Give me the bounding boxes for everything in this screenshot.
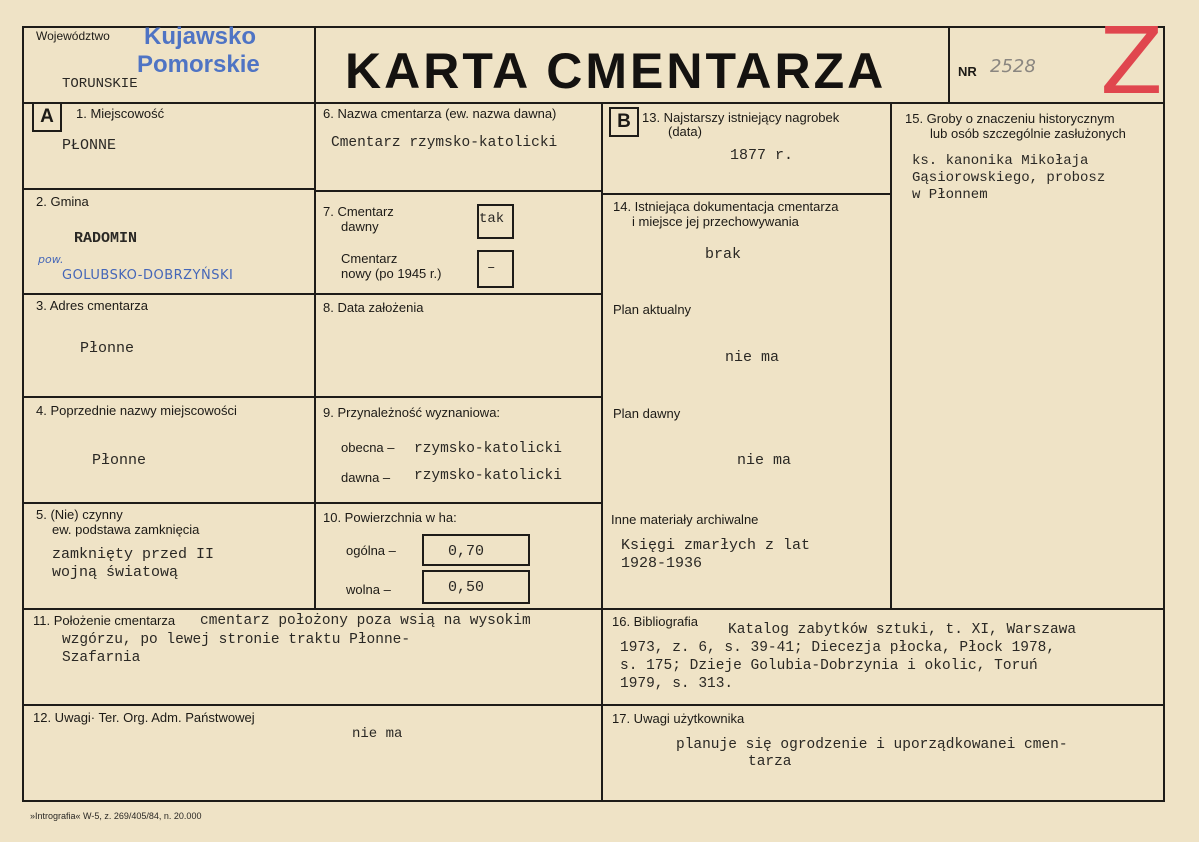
f13-value: 1877 r.: [730, 147, 794, 164]
f1-value: PŁONNE: [62, 137, 117, 154]
page-title: KARTA CMENTARZA: [345, 43, 887, 99]
f12-value: nie ma: [352, 726, 403, 742]
voivodeship-typed: TORUNSKIE: [62, 76, 138, 92]
plan-current-value: nie ma: [725, 349, 780, 366]
rule-header-nr: [948, 26, 950, 104]
section-a-letter: A: [32, 102, 62, 132]
plan-current-label: Plan aktualny: [613, 302, 692, 317]
f5-value-2: wojną światową: [52, 564, 179, 581]
f11-value-2: wzgórzu, po lewej stronie traktu Płonne-: [62, 632, 411, 648]
f15-value-2: Gąsiorowskiego, probosz: [912, 170, 1106, 186]
f17-label: 17. Uwagi użytkownika: [612, 711, 745, 726]
rule-bottom: [22, 800, 1165, 802]
rule-col-1: [314, 26, 316, 610]
plan-former-value: nie ma: [737, 452, 792, 469]
f7-old-value: tak: [479, 211, 505, 227]
f16-value-1: Katalog zabytków sztuki, t. XI, Warszawa: [728, 622, 1077, 638]
archival-value-1: Księgi zmarłych z lat: [621, 537, 811, 554]
nr-value: 2528: [990, 56, 1036, 77]
rule-mid-8: [314, 293, 602, 295]
f14-value: brak: [705, 246, 742, 263]
rule-header-bottom: [22, 102, 1165, 104]
rule-row-12: [22, 704, 1165, 706]
f14-label-2: i miejsce jej przechowywania: [632, 214, 799, 229]
f8-label: 8. Data założenia: [323, 300, 424, 315]
f2-label: 2. Gmina: [36, 194, 89, 209]
f13-label-2: (data): [668, 124, 702, 139]
f1-label: 1. Miejscowość: [76, 106, 165, 121]
plan-former-label: Plan dawny: [613, 406, 681, 421]
f13-label-1: 13. Najstarszy istniejący nagrobek: [642, 110, 840, 125]
f5-value-1: zamknięty przed II: [52, 546, 215, 563]
f16-value-4: 1979, s. 313.: [620, 676, 734, 692]
f10-total-value: 0,70: [448, 543, 485, 560]
voivodeship-label: Województwo: [36, 29, 110, 43]
f7-old-label-1: 7. Cmentarz: [323, 204, 394, 219]
f16-label: 16. Bibliografia: [612, 614, 698, 629]
f9-current-label: obecna –: [341, 440, 395, 455]
f15-value-1: ks. kanonika Mikołaja: [912, 153, 1089, 169]
f10-total-label: ogólna –: [346, 543, 396, 558]
f5-label-1: 5. (Nie) czynny: [36, 507, 123, 522]
f9-current-value: rzymsko-katolicki: [414, 441, 562, 457]
f7-new-box: [477, 250, 514, 288]
f10-label: 10. Powierzchnia w ha:: [323, 510, 457, 525]
f15-label-1: 15. Groby o znaczeniu historycznym: [905, 111, 1115, 126]
rule-col-2: [601, 102, 603, 800]
rule-b-14: [602, 193, 891, 195]
rule-right: [1163, 26, 1165, 802]
f15-value-3: w Płonnem: [912, 187, 988, 203]
f11-value-3: Szafarnia: [62, 650, 141, 666]
rule-mid-9: [314, 396, 602, 398]
f6-label: 6. Nazwa cmentarza (ew. nazwa dawna): [323, 106, 557, 121]
red-mark: Z: [1100, 8, 1164, 115]
rule-a-3: [22, 293, 314, 295]
f11-label: 11. Położenie cmentarza: [33, 613, 176, 628]
rule-col-3: [890, 102, 892, 610]
f3-label: 3. Adres cmentarza: [36, 298, 148, 313]
nr-label: NR: [958, 64, 977, 79]
printer-footer: »Intrografia« W-5, z. 269/405/84, n. 20.000: [30, 811, 202, 821]
f7-new-label-2: nowy (po 1945 r.): [341, 266, 442, 281]
f15-label-2: lub osób szczególnie zasłużonych: [930, 126, 1126, 141]
archival-label: Inne materiały archiwalne: [611, 512, 759, 527]
f16-value-2: 1973, z. 6, s. 39-41; Diecezja płocka, Płock 1978,: [620, 640, 1056, 656]
f10-free-label: wolna –: [346, 582, 391, 597]
f7-new-label-1: Cmentarz: [341, 251, 398, 266]
f4-label: 4. Poprzednie nazwy miejscowości: [36, 403, 237, 418]
f3-value: Płonne: [80, 340, 135, 357]
rule-left: [22, 26, 24, 802]
archival-value-2: 1928-1936: [621, 555, 703, 572]
f17-value-1: planuje się ogrodzenie i uporządkowanei cmen-: [676, 737, 1068, 753]
f12-label: 12. Uwagi· Ter. Org. Adm. Państwowej: [33, 710, 255, 725]
f7-new-value: –: [487, 260, 496, 276]
voivodeship-stamp-line2: Pomorskie: [137, 51, 260, 78]
f2-hand-prefix: pow.: [38, 253, 64, 266]
f6-value: Cmentarz rzymsko-katolicki: [331, 135, 558, 151]
rule-mid-7: [314, 190, 602, 192]
rule-a-5: [22, 502, 314, 504]
f16-value-3: s. 175; Dzieje Golubia-Dobrzynia i okolic, Toruń: [620, 658, 1038, 674]
voivodeship-stamp-line1: Kujawsko: [144, 23, 257, 50]
rule-a-4: [22, 396, 314, 398]
rule-main-bottom: [22, 608, 1165, 610]
section-b-letter: B: [609, 107, 639, 137]
f10-free-value: 0,50: [448, 579, 485, 596]
f2-value: RADOMIN: [74, 230, 138, 247]
f11-value-1: cmentarz położony poza wsią na wysokim: [200, 613, 531, 629]
f9-former-value: rzymsko-katolicki: [414, 468, 562, 484]
f9-label: 9. Przynależność wyznaniowa:: [323, 405, 501, 420]
rule-a-2: [22, 188, 314, 190]
f7-old-label-2: dawny: [341, 219, 379, 234]
f14-label-1: 14. Istniejąca dokumentacja cmentarza: [613, 199, 839, 214]
f9-former-label: dawna –: [341, 470, 391, 485]
f2-hand-value: GOLUBSKO-DOBRZYŃSKI: [62, 268, 234, 283]
f4-value: Płonne: [92, 452, 147, 469]
f5-label-2: ew. podstawa zamknięcia: [52, 522, 200, 537]
f17-value-2: tarza: [748, 754, 792, 770]
rule-mid-10: [314, 502, 602, 504]
